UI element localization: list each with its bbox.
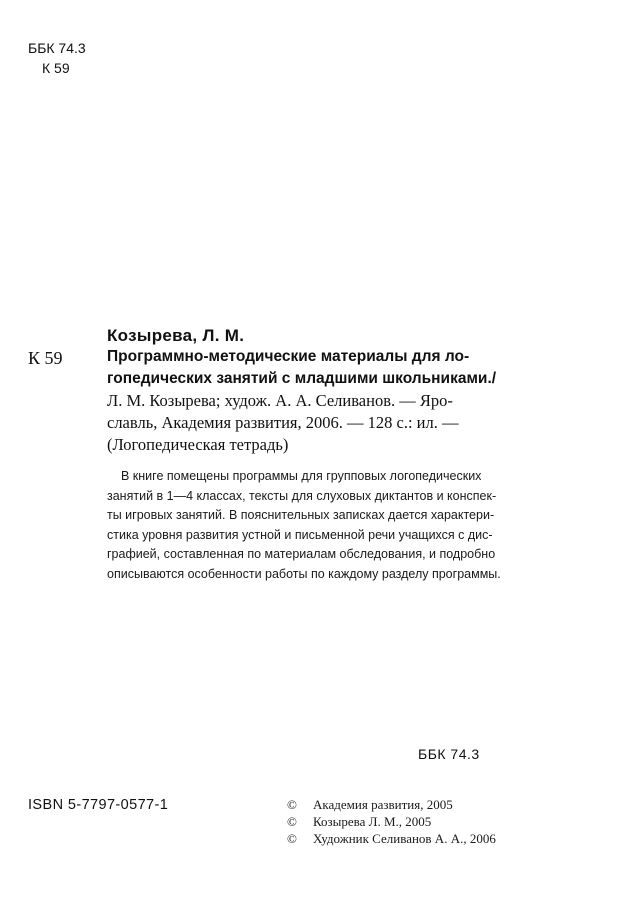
annotation-paragraph [107,467,528,585]
annotation-line: графией, составленная по материалам обследования, и подробно [107,547,496,562]
catalog-code: К 59 [28,348,63,368]
author-mark: К 59 [42,60,70,76]
copyright-icon: © [287,814,297,829]
annotation-line: ты игровых занятий. В пояснительных записках дается характери- [107,508,495,523]
copyright-text: Художник Селиванов А. А., 2006 [313,831,496,846]
copyright-icon: © [287,831,297,846]
annotation-line: описываются особенности работы по каждому разделу программы. [107,566,501,581]
title-line: Программно-методические материалы для ло- [107,348,470,365]
copyright-text: Академия развития, 2005 [313,797,453,812]
title-line: гопедических занятий с младшими школьниками./ [107,370,497,387]
bbk-classification-top [28,38,86,78]
bbk-code-bottom: ББК 74.3 [418,746,480,762]
annotation-line: В книге помещены программы для групповых логопедических [121,469,482,483]
annotation-line: занятий в 1—4 классах, тексты для слуховых диктантов и конспек- [107,488,497,503]
copyright-block [287,796,496,847]
details-line: Л. М. Козырева; худож. А. А. Селиванов. — Яро- [107,391,453,410]
annotation-line: стика уровня развития устной и письменной речи учащихся с дис- [107,527,493,542]
copyright-text: Козырева Л. М., 2005 [313,814,432,829]
author-heading: Козырева, Л. М. [107,326,245,345]
isbn-number: ISBN 5-7797-0577-1 [28,797,169,813]
details-line: (Логопедическая тетрадь) [107,435,289,454]
copyright-line [287,830,496,847]
copyright-line [287,813,496,830]
bbk-code: ББК 74.3 [28,40,86,56]
details-line: славль, Академия развития, 2006. — 128 с.: ил. — [107,413,459,432]
copyright-line [287,796,496,813]
copyright-icon: © [287,797,297,812]
bibliographic-description [107,346,527,456]
